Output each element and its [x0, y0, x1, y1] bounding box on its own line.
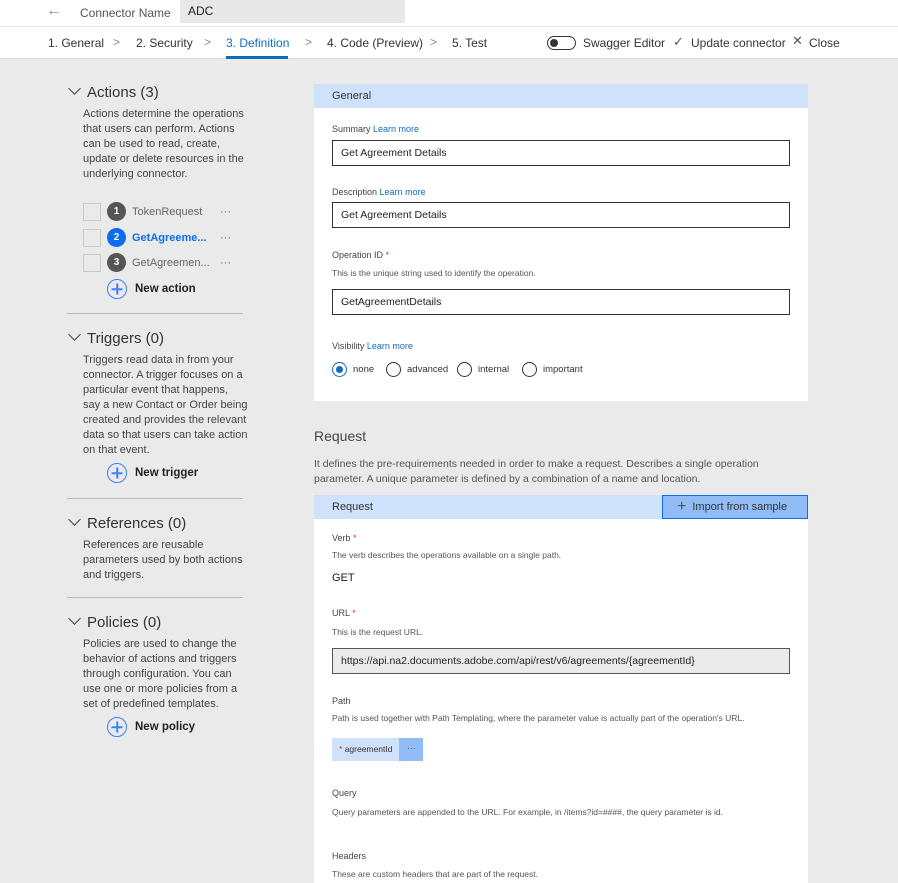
policies-header[interactable]: [67, 614, 161, 631]
action-item[interactable]: [83, 202, 231, 221]
triggers-desc: Triggers read data in from your connector. A trigger focuses on a particular event that happens, say a new Contact or Order being created and provides the relevant data so that users can take action on that event.: [83, 354, 248, 456]
more-icon[interactable]: ···: [220, 256, 231, 269]
checkbox[interactable]: [83, 254, 101, 272]
request-header: Request: [314, 495, 808, 519]
verb-help: The verb describes the operations available on a single path.: [332, 550, 562, 560]
action-label: GetAgreemen...: [132, 256, 210, 269]
divider: [67, 597, 243, 598]
path-label: Path: [332, 696, 351, 706]
plus-circle-icon: [107, 463, 127, 483]
connector-name-label: Connector Name: [80, 6, 171, 20]
verb-label: Verb *: [332, 533, 357, 543]
summary-label: Summary Learn more: [332, 124, 420, 134]
visibility-radio-important[interactable]: [522, 362, 583, 377]
request-section-title: Request: [314, 428, 367, 444]
references-header[interactable]: [67, 515, 186, 532]
query-label: Query: [332, 788, 357, 798]
path-help: Path is used together with Path Templating, where the parameter value is actually part of the operation's URL.: [332, 713, 745, 723]
general-card: [314, 84, 808, 401]
radio-label: advanced: [407, 364, 449, 375]
swagger-toggle[interactable]: [547, 36, 576, 50]
learn-more-link[interactable]: Learn more: [373, 124, 420, 134]
new-action-button[interactable]: [107, 279, 196, 299]
more-icon[interactable]: ···: [220, 205, 231, 218]
general-header: General: [314, 84, 808, 108]
verb-value: GET: [332, 572, 355, 584]
headers-help: These are custom headers that are part of the request.: [332, 869, 539, 879]
new-policy-label: New policy: [135, 721, 196, 733]
more-icon[interactable]: ···: [399, 738, 423, 761]
query-help: Query parameters are appended to the URL. For example, in /items?id=####, the query parameter is id.: [332, 807, 723, 817]
chevron-down-icon: [68, 513, 81, 526]
active-tab-indicator: [226, 56, 288, 59]
operation-id-input[interactable]: GetAgreementDetails: [332, 289, 790, 315]
visibility-label: Visibility Learn more: [332, 341, 413, 351]
references-title: References (0): [87, 515, 187, 532]
path-param-name[interactable]: * agreementId: [332, 738, 399, 761]
visibility-radio-internal[interactable]: [457, 362, 509, 377]
divider: [67, 313, 243, 314]
chevron-right-icon: >: [430, 35, 438, 49]
action-item[interactable]: [83, 228, 231, 247]
request-card: [314, 495, 808, 883]
learn-more-link[interactable]: Learn more: [379, 187, 426, 197]
tab-test[interactable]: 5. Test: [452, 36, 488, 50]
actions-title: Actions (3): [87, 84, 159, 101]
checkbox[interactable]: [83, 203, 101, 221]
chevron-right-icon: >: [204, 35, 212, 49]
radio-icon: [522, 362, 537, 377]
close-icon[interactable]: ✕: [792, 33, 803, 48]
action-number: 2: [107, 228, 126, 247]
url-help: This is the request URL.: [332, 627, 424, 637]
radio-label: none: [353, 364, 375, 375]
back-arrow-icon[interactable]: ←: [46, 2, 62, 19]
description-input[interactable]: Get Agreement Details: [332, 202, 790, 228]
radio-selected-icon: [332, 362, 347, 377]
chevron-right-icon: >: [305, 35, 313, 49]
wizard-nav: [0, 26, 898, 59]
checkbox[interactable]: [83, 229, 101, 247]
swagger-editor-label: Swagger Editor: [583, 36, 666, 50]
tab-definition[interactable]: 3. Definition: [226, 36, 290, 50]
new-action-label: New action: [135, 283, 196, 295]
action-label: TokenRequest: [132, 205, 203, 218]
request-section-desc: It defines the pre-requirements needed in order to make a request. Describes a single operation parameter. A unique parameter is defined by a combination of a name and location.: [314, 458, 759, 485]
summary-input[interactable]: Get Agreement Details: [332, 140, 790, 166]
connector-name-input[interactable]: ADC: [180, 0, 405, 23]
tab-code-preview[interactable]: 4. Code (Preview): [327, 36, 424, 50]
actions-header[interactable]: [67, 84, 159, 101]
chevron-down-icon: [68, 82, 81, 95]
actions-desc: Actions determine the operations that users can perform. Actions can be used to read, create, update or delete resources in the underlying connector.: [83, 108, 244, 180]
url-label: URL *: [332, 608, 356, 618]
policies-desc: Policies are used to change the behavior of actions and triggers through configuration. You can use one or more policies from a set of predefined templates.: [83, 638, 238, 710]
radio-icon: [457, 362, 472, 377]
path-param-chip[interactable]: [332, 738, 423, 761]
radio-label: important: [543, 364, 583, 375]
close-button[interactable]: Close: [809, 36, 840, 50]
plus-circle-icon: [107, 717, 127, 737]
operation-id-label: Operation ID *: [332, 250, 390, 260]
chevron-down-icon: [68, 328, 81, 341]
tab-general[interactable]: 1. General: [48, 36, 105, 50]
update-connector-button[interactable]: Update connector: [691, 36, 786, 50]
tab-security[interactable]: 2. Security: [136, 36, 193, 50]
chevron-right-icon: >: [113, 35, 121, 49]
radio-label: internal: [478, 364, 510, 375]
operation-id-help: This is the unique string used to identify the operation.: [332, 268, 536, 278]
headers-label: Headers: [332, 851, 367, 861]
triggers-title: Triggers (0): [87, 330, 164, 347]
visibility-radio-none[interactable]: [332, 362, 374, 377]
references-desc: References are reusable parameters used by both actions and triggers.: [83, 539, 243, 581]
new-policy-button[interactable]: [107, 717, 195, 737]
new-trigger-button[interactable]: [107, 463, 198, 483]
import-label: Import from sample: [692, 501, 788, 513]
triggers-header[interactable]: [67, 330, 164, 347]
chevron-down-icon: [68, 612, 81, 625]
plus-icon: +: [677, 498, 687, 515]
action-number: 1: [107, 202, 126, 221]
description-label: Description Learn more: [332, 187, 426, 197]
divider: [67, 498, 243, 499]
action-number: 3: [107, 253, 126, 272]
top-bar: [0, 0, 898, 26]
import-from-sample-button[interactable]: [662, 495, 808, 519]
action-item[interactable]: [83, 253, 231, 272]
visibility-radio-advanced[interactable]: [386, 362, 448, 377]
learn-more-link[interactable]: Learn more: [366, 341, 413, 351]
policies-title: Policies (0): [87, 614, 162, 631]
url-input[interactable]: https://api.na2.documents.adobe.com/api/rest/v6/agreements/{agreementId}: [332, 648, 790, 674]
more-icon[interactable]: ···: [220, 231, 231, 244]
new-trigger-label: New trigger: [135, 467, 199, 479]
check-icon: ✓: [673, 34, 684, 49]
radio-icon: [386, 362, 401, 377]
action-label: GetAgreeme...: [132, 231, 207, 244]
plus-circle-icon: [107, 279, 127, 299]
